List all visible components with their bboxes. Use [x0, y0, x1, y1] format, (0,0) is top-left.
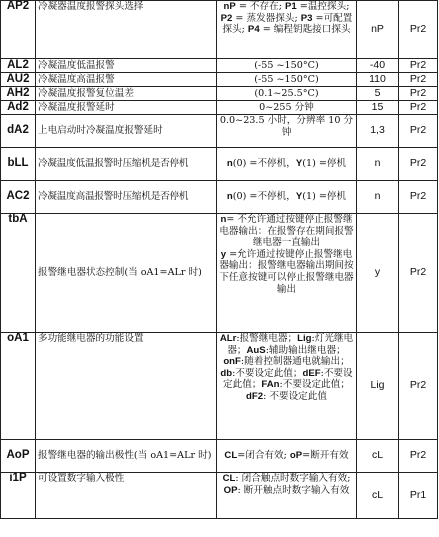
param-level: Pr2 [399, 333, 438, 440]
param-description: 多功能继电器的功能设置 [36, 333, 217, 440]
param-row-tba [1, 214, 438, 333]
param-row-oa1 [1, 333, 438, 440]
param-code: Ad2 [1, 101, 36, 115]
param-level: Pr1 [399, 473, 438, 519]
param-range: CL=闭合有效; oP=断开有效 [217, 440, 357, 473]
param-code: AP2 [1, 1, 36, 59]
param-range: (-55 ~150°C) [217, 59, 357, 73]
param-default: 5 [357, 87, 399, 101]
param-code: tbA [1, 214, 36, 333]
param-level: Pr2 [399, 214, 438, 333]
param-description: 冷凝温度低温报警 [36, 59, 217, 73]
param-default: cL [357, 440, 399, 473]
param-description: 报警继电器状态控制(当 oA1=ALr 时) [36, 214, 217, 333]
param-code: AL2 [1, 59, 36, 73]
param-level: Pr2 [399, 181, 438, 214]
param-range: 0.0~23.5 小时，分辨率 10 分钟 [217, 115, 357, 148]
param-level: Pr2 [399, 1, 438, 59]
param-level: Pr2 [399, 87, 438, 101]
param-code: dA2 [1, 115, 36, 148]
param-level: Pr2 [399, 440, 438, 473]
param-row-bll [1, 148, 438, 181]
param-row-ap2 [1, 1, 438, 59]
param-range: nP = 不存在; P1 =温控探头; P2 = 蒸发器探头; P3 =可配置探头; P4 = 编程钥匙接口探头 [217, 1, 357, 59]
param-level: Pr2 [399, 59, 438, 73]
param-range: n= 不允许通过按键停止报警继电器输出：在报警存在期间报警继电器一直输出 y =允许通过按键停止报警继电器输出：报警继电器输出期间按下任意按键可以停止报警继电器输出 [217, 214, 357, 333]
param-code: bLL [1, 148, 36, 181]
param-default: cL [357, 473, 399, 519]
param-row-i1p [1, 473, 438, 519]
param-description: 冷凝器温度报警探头选择 [36, 1, 217, 59]
param-range: n(0) =不停机，Y(1) =停机 [217, 148, 357, 181]
param-default: n [357, 181, 399, 214]
param-default: y [357, 214, 399, 333]
param-code: AH2 [1, 87, 36, 101]
param-range: (-55 ~150°C) [217, 73, 357, 87]
param-range: ALr:报警继电器；Lig:灯光继电器；AuS:辅助输出继电器；onF:随着控制器通电就输出；db:不要设定此值；dEF:不要设定此值；FAn:不要设定此值；dF2: 不要设定此值 [217, 333, 357, 440]
param-row-al2 [1, 59, 438, 73]
param-description: 冷凝温度低温报警时压缩机是否停机 [36, 148, 217, 181]
param-description: 上电启动时冷凝温度报警延时 [36, 115, 217, 148]
param-row-aop [1, 440, 438, 473]
param-row-au2 [1, 73, 438, 87]
param-description: 冷凝温度报警复位温差 [36, 87, 217, 101]
param-code: AoP [1, 440, 36, 473]
param-description: 冷凝温度高温报警时压缩机是否停机 [36, 181, 217, 214]
param-range: (0.1~25.5°C) [217, 87, 357, 101]
param-default: nP [357, 1, 399, 59]
param-row-da2 [1, 115, 438, 148]
param-code: AU2 [1, 73, 36, 87]
param-default: 110 [357, 73, 399, 87]
param-range: CL: 闭合触点时数字输入有效; OP: 断开触点时数字输入有效 [217, 473, 357, 519]
param-row-ah2 [1, 87, 438, 101]
param-level: Pr2 [399, 73, 438, 87]
param-code: oA1 [1, 333, 36, 440]
param-code: AC2 [1, 181, 36, 214]
param-level: Pr2 [399, 101, 438, 115]
param-default: Lig [357, 333, 399, 440]
param-description: 报警继电器的输出极性(当 oA1=ALr 时) [36, 440, 217, 473]
param-default: 15 [357, 101, 399, 115]
param-range: n(0) =不停机，Y(1) =停机 [217, 181, 357, 214]
param-row-ac2 [1, 181, 438, 214]
param-description: 冷凝温度报警延时 [36, 101, 217, 115]
param-default: 1,3 [357, 115, 399, 148]
param-code: i1P [1, 473, 36, 519]
param-description: 冷凝温度高温报警 [36, 73, 217, 87]
param-level: Pr2 [399, 148, 438, 181]
param-level: Pr2 [399, 115, 438, 148]
param-default: n [357, 148, 399, 181]
param-range: 0~255 分钟 [217, 101, 357, 115]
param-description: 可设置数字输入极性 [36, 473, 217, 519]
param-row-ad2 [1, 101, 438, 115]
param-default: -40 [357, 59, 399, 73]
